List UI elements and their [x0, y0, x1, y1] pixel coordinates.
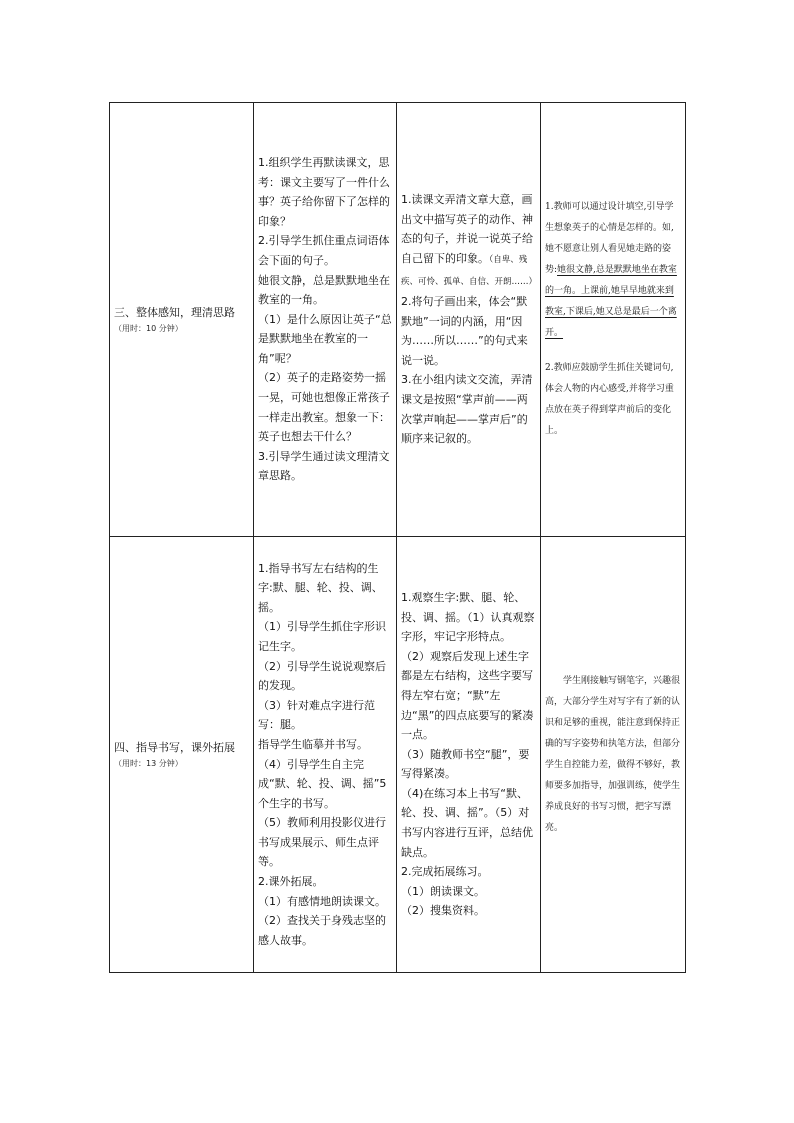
teacher-step: 2.课外拓展。: [258, 875, 324, 889]
teacher-step: （3）针对难点字进行范写：腿。: [258, 698, 375, 732]
teacher-step: （2）查找关于身残志坚的感人故事。: [258, 914, 386, 947]
teacher-step: （1）有感情地朗读课文。: [258, 894, 386, 908]
teacher-step: （1）引导学生抓住字形识记生字。: [258, 620, 386, 653]
teacher-step: 1.组织学生再默读课文，思考：课文主要写了一件什么事？英子给你留下了怎样的印象？: [258, 155, 390, 228]
student-step-small: （自卑、残疾、可怜、孤单、自信、开朗……）: [401, 254, 538, 287]
student-activity-cell: [397, 537, 541, 973]
stage-title: 三、整体感知，理清思路: [114, 306, 235, 319]
stage-time: （用时：10 分钟）: [114, 324, 183, 333]
teacher-activity-cell: [254, 103, 397, 537]
teacher-step: 指导学生临摹并书写。: [258, 737, 368, 751]
student-step: 1.读课文弄清文章大意，画出文中描写英子的动作、神态的句子，并说一说英子给自己留下的印象。（自卑、残疾、可怜、孤单、自信、开朗……）: [401, 193, 538, 287]
stage-cell: [110, 537, 254, 973]
teacher-step: （5）教师利用投影仪进行书写成果展示、师生点评等。: [258, 816, 386, 869]
student-step: 1.观察生字:默、腿、轮、投、调、摇。（1）认真观察字形，牢记字形特点。: [401, 590, 535, 644]
lesson-plan-table: [109, 102, 686, 973]
design-note: 1.教师可以通过设计填空,引导学生想象英子的心情是怎样的。如,她不愿意让别人看见她走路的姿势:她很文静,总是默默地坐在教室的一角。上课前,她早早地就来到教室,下课后,她又总是最后一个离开。: [545, 202, 677, 338]
design-note-underlined: 她很文静,总是默默地坐在教室的一角。上课前,她早早地就来到教室,下课后,她又总是最后一个离开。: [545, 265, 677, 338]
student-step: （2）观察后发现上述生字都是左右结构，这些字要写得左窄右宽；“默”左边“黑”的四点底要写的紧凑一点。: [401, 649, 534, 742]
design-note: 学生刚接触写钢笔字，兴趣很高，大部分学生对写字有了新的认识和足够的重视，能注意到保持正确的写字姿势和执笔方法，但部分学生自控能力差，做得不够好，教师要多加指导，加强训练，使学生养成良好的书写习惯，把字写漂亮。: [545, 675, 681, 833]
student-step: 3.在小组内读文交流，弄清课文是按照“掌声前——两次掌声响起——掌声后”的顺序来记叙的。: [401, 373, 533, 446]
stage-cell: [110, 103, 254, 537]
student-step: 2.完成拓展练习。: [401, 865, 489, 879]
teacher-step: 3.引导学生通过读文理清文章思路。: [258, 449, 390, 483]
design-note: 2.教师应鼓励学生抓住关键词句,体会人物的内心感受,并将学习重点放在英子得到掌声前后的变化上。: [545, 363, 674, 436]
table-row: [110, 103, 686, 537]
student-step: 2.将句子画出来，体会“默默地”一词的内涵，用“因为……所以……”的句式来说一说。: [401, 295, 528, 367]
table-row: [110, 537, 686, 973]
student-activity-cell: [397, 103, 541, 537]
teacher-step: （4）引导学生自主完成“默、轮、投、调、摇”5个生字的书写。: [258, 757, 387, 810]
teacher-step: 1.指导书写左右结构的生字:默、腿、轮、投、调、摇。: [258, 561, 383, 614]
stage-time: （用时：13 分钟）: [114, 759, 183, 768]
student-step: （2）搜集资料。: [401, 904, 485, 918]
teacher-step: （2）英子的走路姿势一摇一晃，可她也想像正常孩子一样走出教室。想象一下：英子也想去干什么？: [258, 371, 390, 444]
teacher-step: 2.引导学生抓住重点词语体会下面的句子。: [258, 234, 390, 267]
teacher-step: （1）是什么原因让英子“总是默默地坐在教室的一角”呢？: [258, 312, 392, 365]
student-step: （4)在练习本上书写“默、轮、投、调、摇”。（5）对书写内容进行互评，总结优缺点。: [401, 786, 533, 859]
student-step: （3）随教师书空“腿”，要写得紧凑。: [401, 747, 530, 781]
student-step: （1）朗读课文。: [401, 884, 485, 898]
design-note-cell: [541, 537, 686, 973]
stage-title: 四、指导书写，课外拓展: [114, 741, 235, 754]
design-note-cell: [541, 103, 686, 537]
teacher-step: （2）引导学生说说观察后的发现。: [258, 659, 386, 693]
teacher-step: 她很文静，总是默默地坐在教室的一角。: [258, 273, 390, 307]
teacher-activity-cell: [254, 537, 397, 973]
